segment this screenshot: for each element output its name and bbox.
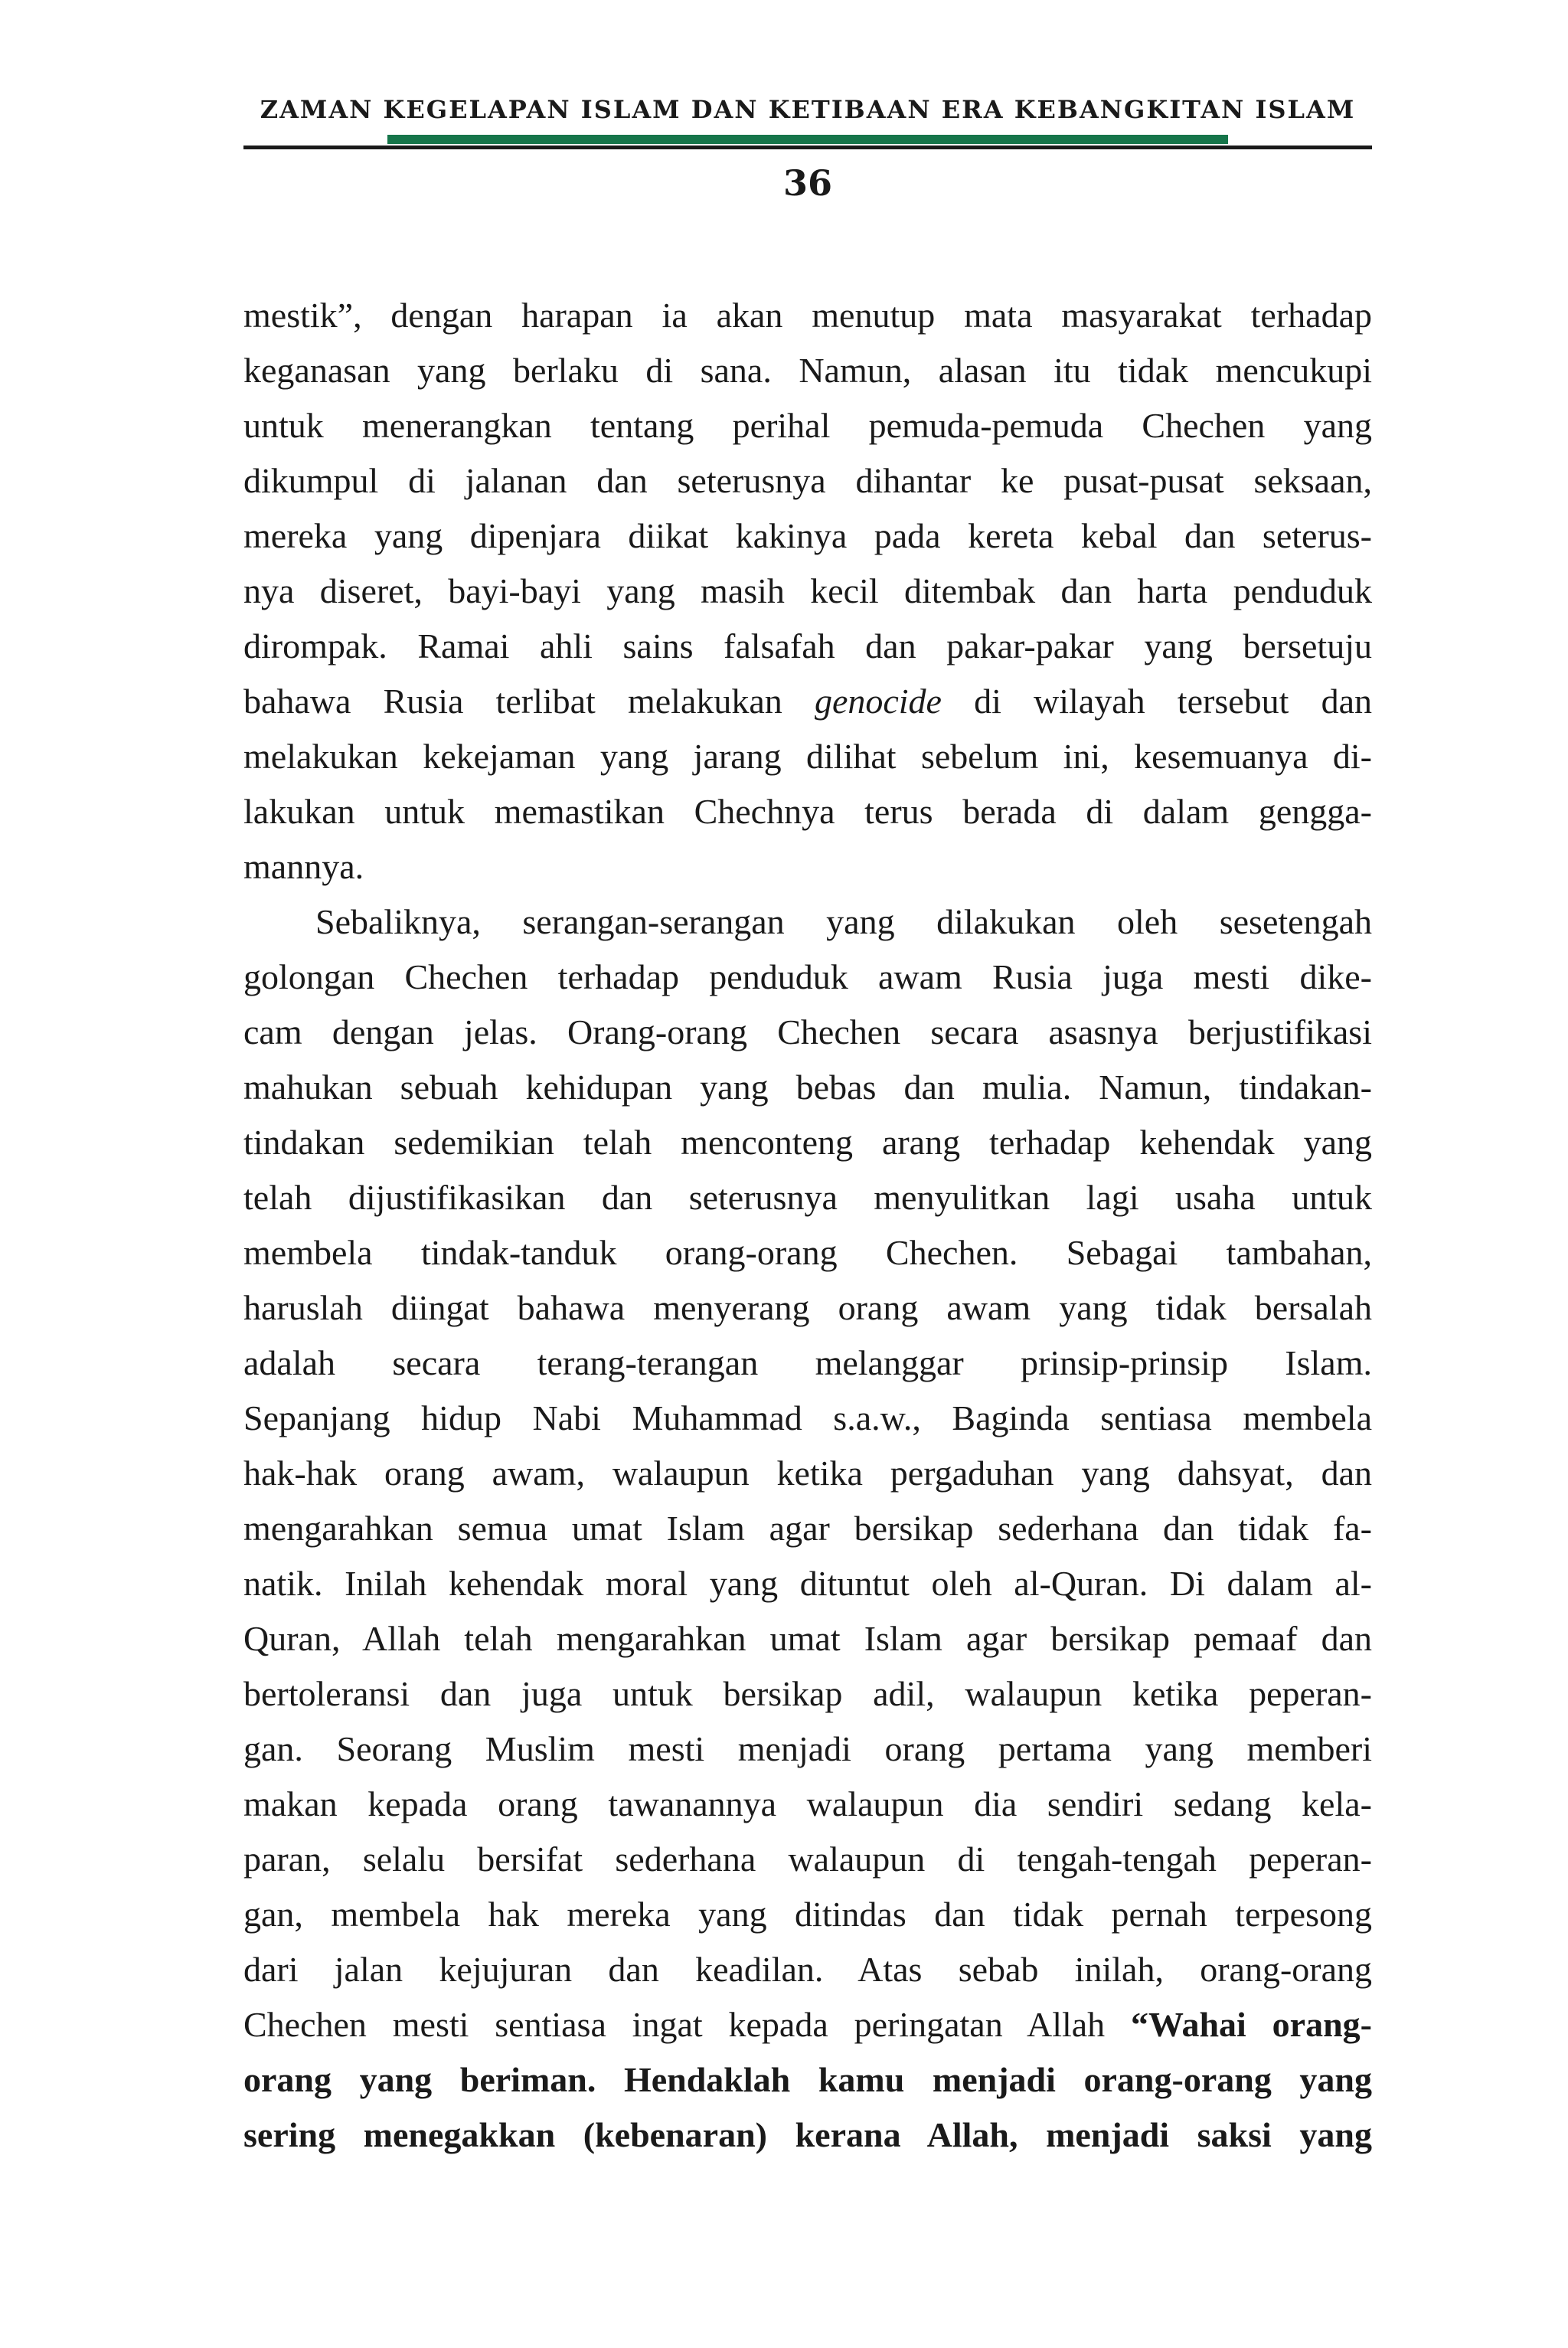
- text-line: hak-hak orang awam, walaupun ketika pergaduhan yang dahsyat, dan: [243, 1454, 1372, 1493]
- text-line: mereka yang dipenjara diikat kakinya pada kereta kebal dan seterus-: [243, 516, 1372, 555]
- text-line: tindakan sedemikian telah menconteng arang terhadap kehendak yang: [243, 1123, 1372, 1162]
- text-line: Quran, Allah telah mengarahkan umat Islam agar bersikap pemaaf dan: [243, 1619, 1372, 1658]
- text-run: bahawa Rusia terlibat melakukan: [243, 682, 815, 721]
- quote-start: “Wahai orang-: [1131, 2005, 1372, 2044]
- text-line: [243, 677, 1372, 726]
- text-line: gan, membela hak mereka yang ditindas dan tidak pernah terpesong: [243, 1895, 1372, 1934]
- header-rule: [243, 146, 1372, 149]
- text-line: telah dijustifikasikan dan seterusnya menyulitkan lagi usaha untuk: [243, 1178, 1372, 1217]
- text-line: [243, 2000, 1372, 2049]
- text-line: melakukan kekejaman yang jarang dilihat sebelum ini, kesemuanya di-: [243, 737, 1372, 776]
- text-line: mahukan sebuah kehidupan yang bebas dan mulia. Namun, tindakan-: [243, 1068, 1372, 1107]
- italic-term: genocide: [814, 682, 942, 721]
- quote-line: orang yang beriman. Hendaklah kamu menjadi orang-orang yang: [243, 2060, 1372, 2099]
- text-line: dikumpul di jalanan dan seterusnya dihantar ke pusat-pusat seksaan,: [243, 461, 1372, 500]
- text-line: untuk menerangkan tentang perihal pemuda-pemuda Chechen yang: [243, 406, 1372, 445]
- text-line: lakukan untuk memastikan Chechnya terus berada di dalam gengga-: [243, 792, 1372, 831]
- text-line: dirompak. Ramai ahli sains falsafah dan pakar-pakar yang bersetuju: [243, 626, 1372, 665]
- text-line: cam dengan jelas. Orang-orang Chechen secara asasnya berjustifikasi: [243, 1012, 1372, 1051]
- text-run: Chechen mesti sentiasa ingat kepada peringatan Allah: [243, 2005, 1132, 2044]
- text-line: Sepanjang hidup Nabi Muhammad s.a.w., Baginda sentiasa membela: [243, 1398, 1372, 1437]
- header-accent-rule: [387, 135, 1228, 144]
- text-line: mestik”, dengan harapan ia akan menutup mata masyarakat terhadap: [243, 296, 1372, 335]
- text-line: natik. Inilah kehendak moral yang dituntut oleh al-Quran. Di dalam al-: [243, 1564, 1372, 1603]
- text-line: mengarahkan semua umat Islam agar bersikap sederhana dan tidak fa-: [243, 1509, 1372, 1548]
- text-line: nya diseret, bayi-bayi yang masih kecil ditembak dan harta penduduk: [243, 571, 1372, 610]
- text-line: golongan Chechen terhadap penduduk awam Rusia juga mesti dike-: [243, 957, 1372, 996]
- text-run: di wilayah tersebut dan: [941, 682, 1372, 721]
- page-number: 36: [782, 162, 832, 204]
- text-line: keganasan yang berlaku di sana. Namun, alasan itu tidak mencukupi: [243, 351, 1372, 390]
- text-line: haruslah diingat bahawa menyerang orang awam yang tidak bersalah: [243, 1288, 1372, 1327]
- quote-line: sering menegakkan (kebenaran) kerana Allah, menjadi saksi yang: [243, 2115, 1372, 2154]
- text-line: makan kepada orang tawanannya walaupun dia sendiri sedang kela-: [243, 1784, 1372, 1823]
- text-line: adalah secara terang-terangan melanggar prinsip-prinsip Islam.: [243, 1343, 1372, 1382]
- running-header: ZAMAN KEGELAPAN ISLAM DAN KETIBAAN ERA KEBANGKITAN ISLAM: [260, 95, 1356, 124]
- text-line: Sebaliknya, serangan-serangan yang dilakukan oleh sesetengah: [315, 902, 1372, 941]
- text-line: bertoleransi dan juga untuk bersikap adil, walaupun ketika peperan-: [243, 1674, 1372, 1713]
- text-line: mannya.: [243, 847, 364, 886]
- text-line: membela tindak-tanduk orang-orang Chechen. Sebagai tambahan,: [243, 1233, 1372, 1272]
- text-line: gan. Seorang Muslim mesti menjadi orang pertama yang memberi: [243, 1729, 1372, 1768]
- text-line: paran, selalu bersifat sederhana walaupun di tengah-tengah peperan-: [243, 1839, 1372, 1879]
- text-line: dari jalan kejujuran dan keadilan. Atas sebab inilah, orang-orang: [243, 1950, 1372, 1989]
